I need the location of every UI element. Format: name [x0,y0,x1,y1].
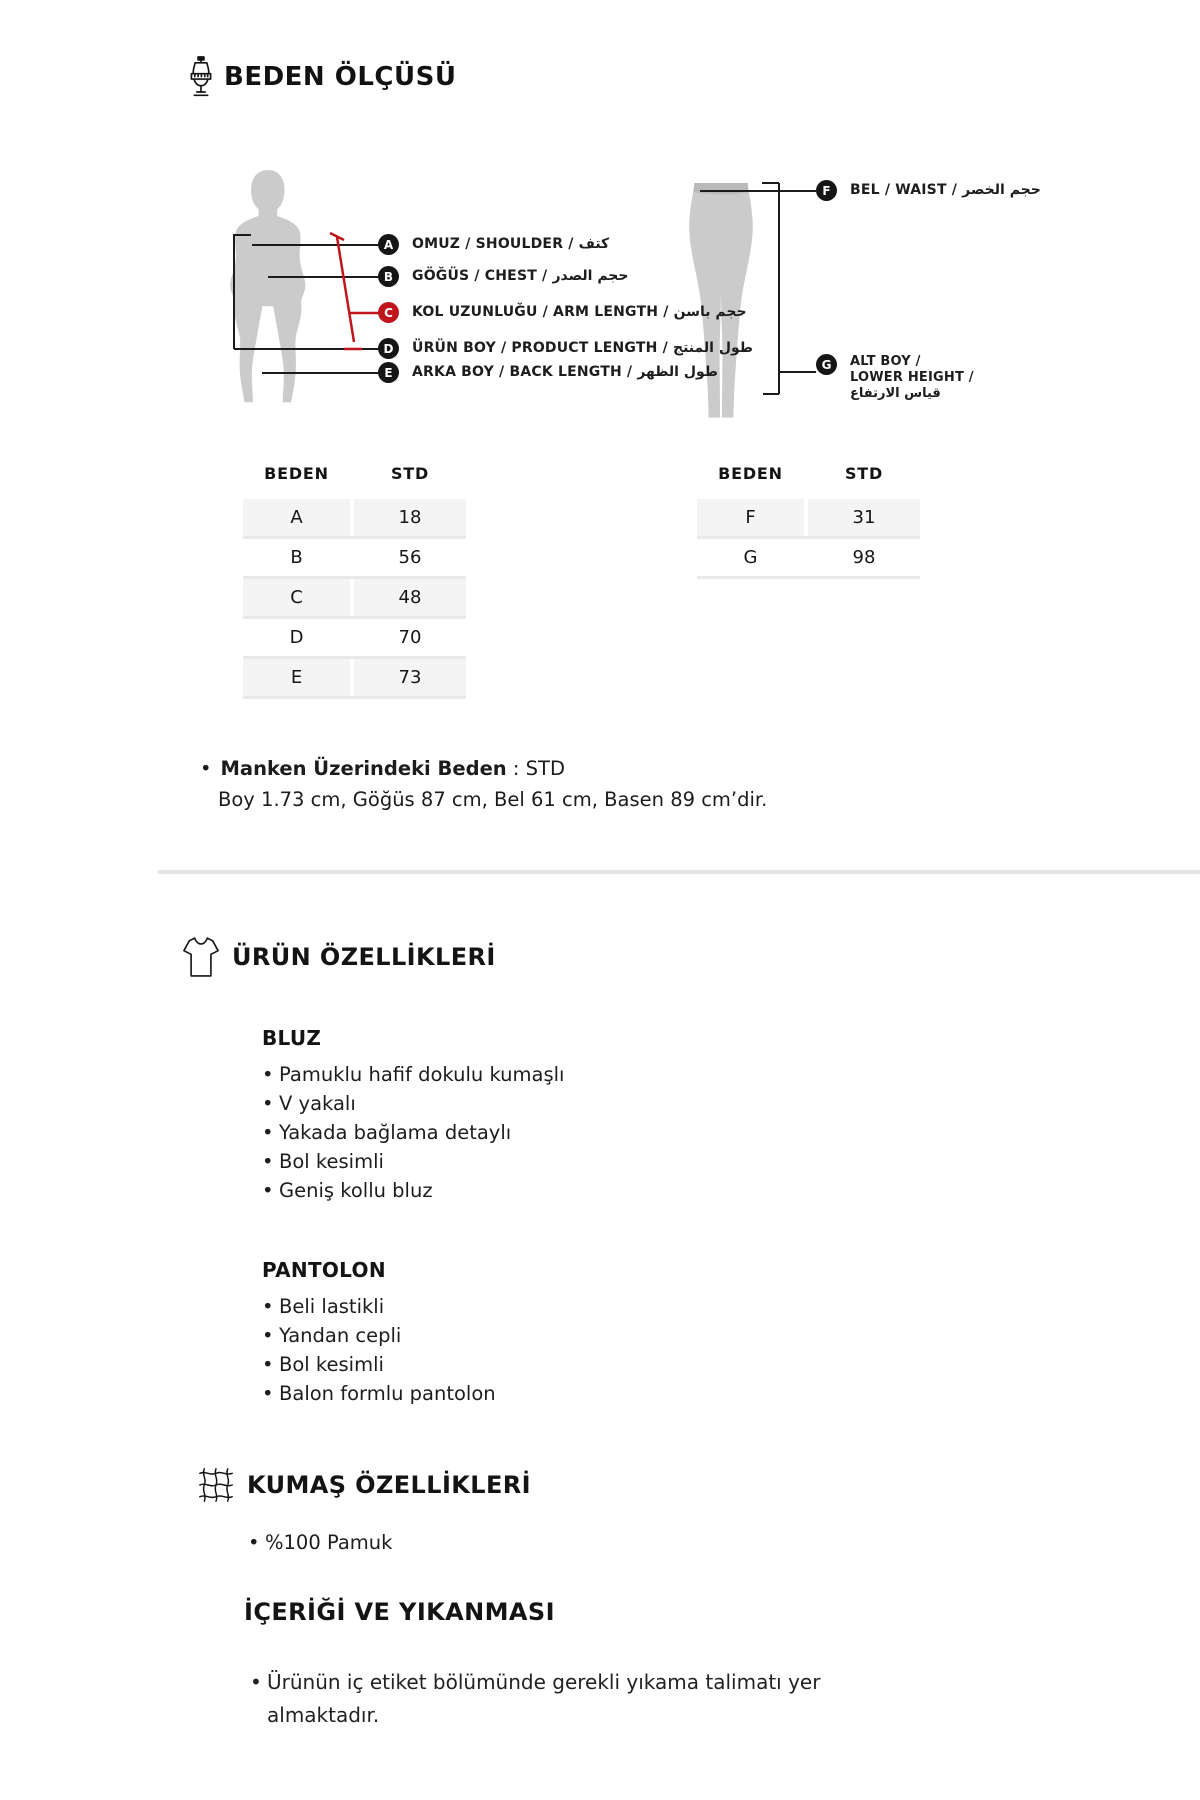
measure-dot-a: A [378,234,399,255]
measure-label-arm-length: C KOL UZUNLUĞU / ARM LENGTH / حجم باسن [378,302,747,323]
pants-feature-group [262,1258,496,1408]
section-divider [158,870,1200,874]
measure-dot-c: C [378,302,399,323]
fabric-weave-icon [198,1466,234,1504]
lower-size-table [697,464,920,579]
female-silhouette [230,170,305,402]
col-header-std: STD [390,464,430,483]
bullet: • [200,757,212,780]
list-item: • Geniş kollu bluz [262,1176,564,1205]
page-title: BEDEN ÖLÇÜSÜ [224,62,457,92]
measure-label-product-length: D ÜRÜN BOY / PRODUCT LENGTH / طول المنتج [378,338,753,359]
list-item: • Balon formlu pantolon [262,1379,496,1408]
product-features-header [183,934,496,980]
list-item: • Yakada bağlama detaylı [262,1118,564,1147]
table-row: F 31 [697,499,920,539]
table-row: G 98 [697,539,920,579]
tshirt-icon [183,934,219,980]
measure-label-shoulder: A OMUZ / SHOULDER / كتف [378,234,609,255]
list-item: • Ürünün iç etiket bölümünde gerekli yıkama talimatı yer almaktadır. [250,1666,910,1732]
list-item: • %100 Pamuk [248,1528,392,1557]
upper-table-header [243,464,466,483]
col-header-std: STD [844,464,884,483]
list-item: • Bol kesimli [262,1350,496,1379]
measure-dot-b: B [378,266,399,287]
group-heading-pantolon: PANTOLON [262,1258,386,1282]
care-header [244,1598,555,1626]
measure-label-waist: F BEL / WAIST / حجم الخصر [816,180,1041,201]
upper-size-table [243,464,466,699]
table-row: C 48 [243,579,466,619]
measure-lines-red [330,233,380,349]
col-header-beden: BEDEN [718,464,783,483]
table-row: B 56 [243,539,466,579]
lower-table-header [697,464,920,483]
table-row: E 73 [243,659,466,699]
measure-dot-f: F [816,180,837,201]
group-heading-bluz: BLUZ [262,1026,322,1050]
care-list [250,1666,910,1732]
list-item: • Beli lastikli [262,1292,496,1321]
fabric-features-header [198,1466,531,1504]
care-title: İÇERİĞİ VE YIKANMASI [244,1598,555,1626]
model-size-info [200,753,767,815]
fabric-features-title: KUMAŞ ÖZELLİKLERİ [247,1471,531,1499]
list-item: • Yandan cepli [262,1321,496,1350]
table-row: D 70 [243,619,466,659]
model-size-line: • Manken Üzerindeki Beden : STD [200,757,565,780]
measure-label-chest: B GÖĞÜS / CHEST / حجم الصدر [378,266,628,287]
fabric-feature-list [248,1528,392,1557]
blouse-feature-list [262,1060,564,1205]
pants-feature-list [262,1292,496,1408]
model-measurements-line: Boy 1.73 cm, Göğüs 87 cm, Bel 61 cm, Basen 89 cm’dir. [218,788,768,811]
list-item: • V yakalı [262,1089,564,1118]
list-item: • Bol kesimli [262,1147,564,1176]
blouse-feature-group [262,1026,564,1205]
measure-dot-g: G [816,354,837,375]
measure-dot-d: D [378,338,399,359]
measure-label-back-length: E ARKA BOY / BACK LENGTH / طول الظهر [378,362,718,383]
measure-label-lower-height: G ALT BOY / LOWER HEIGHT / قياس الارتفاع [816,354,974,402]
measure-dot-e: E [378,362,399,383]
col-header-beden: BEDEN [264,464,329,483]
product-features-title: ÜRÜN ÖZELLİKLERİ [232,943,496,971]
table-row: A 18 [243,499,466,539]
list-item: • Pamuklu hafif dokulu kumaşlı [262,1060,564,1089]
